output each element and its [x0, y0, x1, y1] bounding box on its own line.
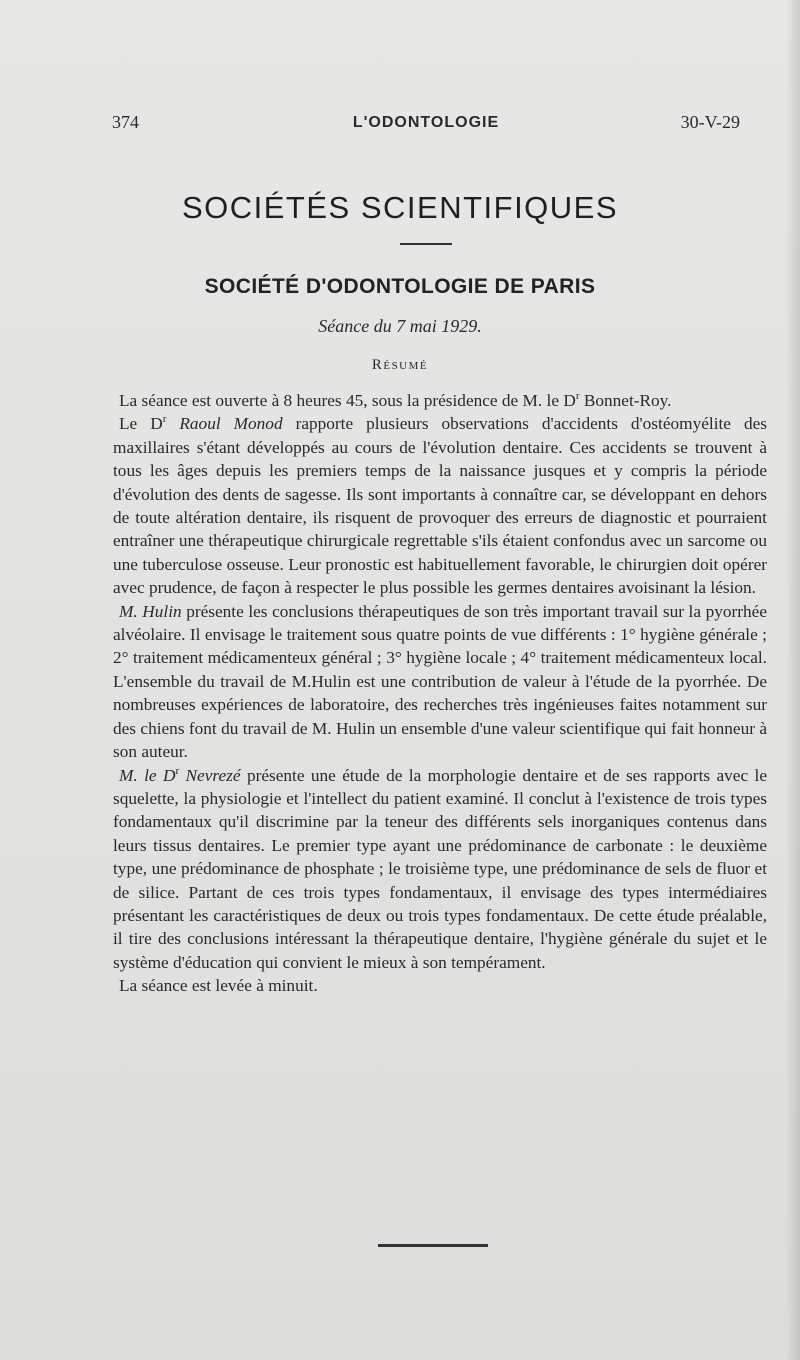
journal-title: L'ODONTOLOGIE	[352, 114, 500, 131]
article-body	[113, 389, 767, 998]
paragraph-text: présente une étude de la morphologie dentaire et de ses rapports avec le squelette, la physiologie et l'intellect du patient examiné. Il conclut à l'existence de trois types fondamentaux qu'il discrimine par la teneur des différents sels inorganiques contenus dans leurs tissus dentaires. Le premier type ayant une prédominance de carbonate : le deuxième type, une prédominance de phosphate ; le troisième type, une prédominance de sels de fluor et de silice. Partant de ces trois types fondamentaux, il envisage des types intermédiaires présentant les caractéristiques de deux ou trois types fondamentaux. De cette étude préalable, il tire des conclusions intéressant la thérapeutique dentaire, l'hygiène générale du sujet et le système d'éducation qui convient le mieux à son tempérament.	[113, 765, 767, 972]
paragraph-closing	[113, 974, 767, 997]
session-date: Séance du 7 mai 1929.	[318, 316, 482, 336]
running-head	[112, 112, 740, 140]
summary-heading: Résumé	[371, 357, 429, 373]
superscript: r	[575, 390, 580, 403]
end-rule	[378, 1244, 488, 1247]
heading-divider	[400, 243, 452, 245]
paragraph-monod	[113, 412, 767, 599]
speaker-name: Raoul Monod	[166, 414, 283, 434]
section-heading: SOCIÉTÉS SCIENTIFIQUES	[181, 190, 619, 225]
superscript: r	[162, 413, 167, 426]
paragraph-nevreze	[113, 764, 767, 975]
speaker-name: Nevrezé	[179, 765, 241, 785]
paragraph-text: Le D	[119, 414, 163, 434]
page-number: 374	[112, 112, 139, 132]
paragraph-hulin	[113, 600, 767, 764]
paragraph-text: rapporte plusieurs observations d'accidents d'ostéomyélite des maxillaires s'étant développés au cours de l'évolution dentaire. Ces accidents se trouvent à tous les âges depuis les premiers temps de la naissance jusques et y compris la période d'évolution des dents de sagesse. Ils sont importants à connaître car, se développant en dehors de toute altération dentaire, ils risquent de provoquer des erreurs de diagnostic et pourraient entraîner une thérapeutique chirurgicale regrettable s'ils étaient confondus avec un sarcome ou une tuberculose osseuse. Leur pronostic est habituellement favorable, le chirurgien doit opérer avec prudence, de façon à respecter le plus possible les germes dentaires avoisinant la lésion.	[113, 414, 767, 598]
speaker-name: M. Hulin	[119, 601, 182, 621]
society-name: SOCIÉTÉ D'ODONTOLOGIE DE PARIS	[204, 275, 596, 298]
paragraph-text: présente les conclusions thérapeutiques de son très important travail sur la pyorrhée alvéolaire. Il envisage le traitement sous quatre points de vue différents : 1° hygiène générale ; 2° traitement médicamenteux général ; 3° hygiène locale ; 4° traitement médicamenteux local. L'ensemble du travail de M.Hulin est une contribution de valeur à l'étude de la pyorrhée. De nombreuses expériences de laboratoire, des recherches très ingénieuses faites notamment sur des chiens font du travail de M. Hulin un ensemble d'une valeur scientifique qui fait honneur à son auteur.	[113, 601, 767, 762]
issue-date: 30-V-29	[680, 112, 740, 132]
paragraph-text: La séance est ouverte à 8 heures 45, sous la présidence de M. le D	[119, 391, 576, 410]
paragraph-text: Bonnet-Roy.	[579, 391, 672, 410]
speaker-name: M. le D	[119, 765, 176, 785]
paragraph-opening	[113, 389, 767, 412]
paragraph-text: La séance est levée à minuit.	[119, 976, 318, 996]
superscript: r	[175, 764, 180, 777]
